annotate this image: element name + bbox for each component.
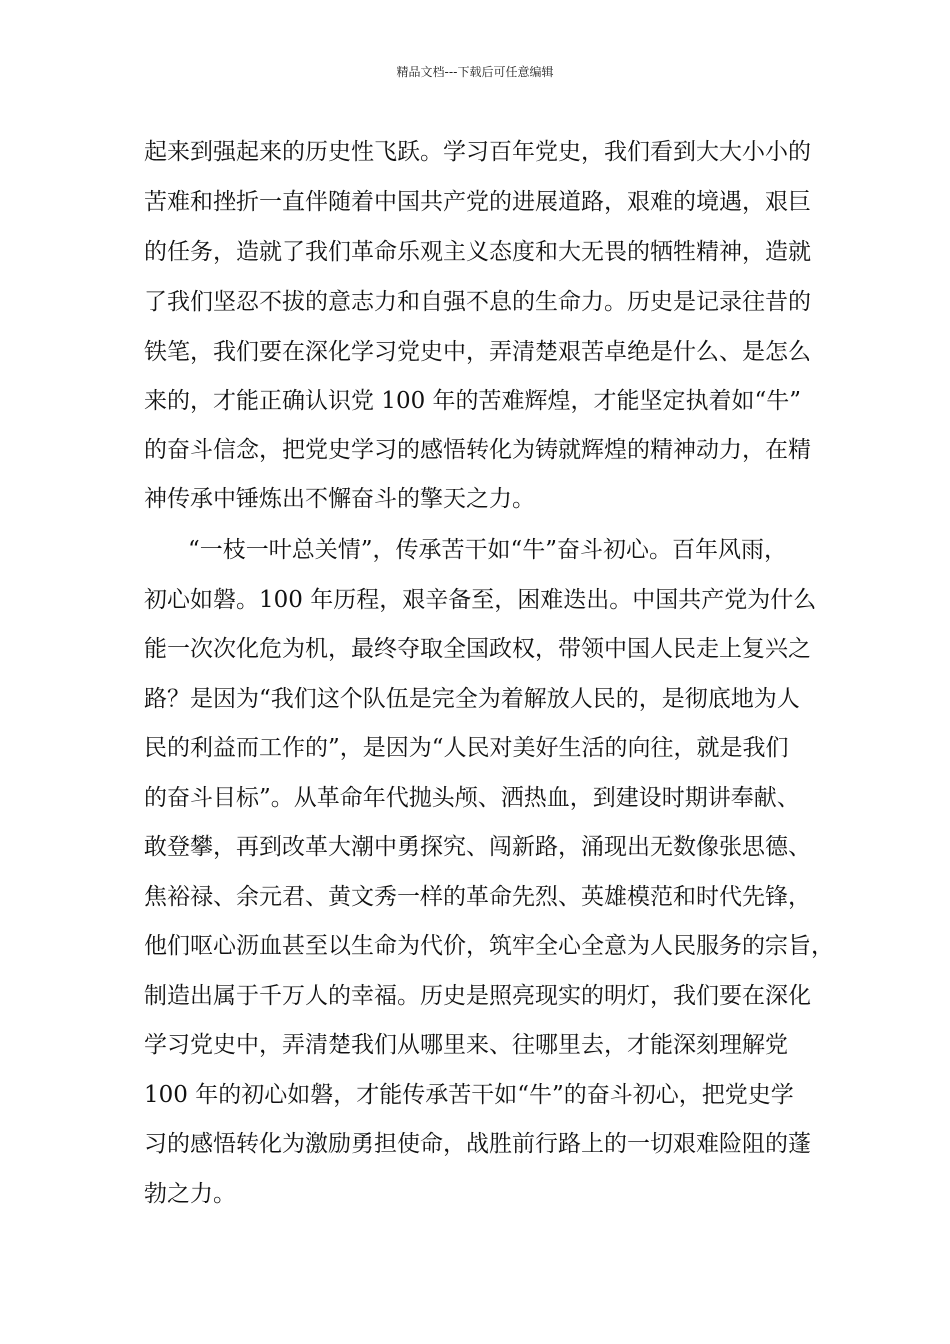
text-line: 了我们坚忍不拔的意志力和自强不息的生命力。历史是记录往昔的 [144,289,811,315]
text-line: 神传承中锤炼出不懈奋斗的擎天之力。 [144,486,535,512]
text-line: 民的利益而工作的”，是因为“人民对美好生活的向往，就是我们 [144,735,789,761]
text-line: 路？是因为“我们这个队伍是完全为着解放人民的，是彻底地为人 [144,686,800,712]
text-line: 苦难和挫折一直伴随着中国共产党的进展道路，艰难的境遇，艰巨 [144,189,811,215]
text-line: 100 年的初心如磐，才能传承苦干如“牛”的奋斗初心，把党史学 [144,1082,794,1108]
text-line: 他们呕心沥血甚至以生命为代价，筑牢全心全意为人民服务的宗旨， [144,933,834,959]
text-line: 的奋斗目标”。从革命年代抛头颅、洒热血，到建设时期讲奉献、 [144,785,800,811]
paragraph-first-line: “一枝一叶总关情”，传承苦干如“牛”奋斗初心。百年风雨， [188,537,788,563]
text-line: 习的感悟转化为激励勇担使命，战胜前行路上的一切艰难险阻的蓬 [144,1131,811,1157]
text-line: 制造出属于千万人的幸福。历史是照亮现实的明灯，我们要在深化 [144,983,811,1009]
text-line: 的任务，造就了我们革命乐观主义态度和大无畏的牺牲精神，造就 [144,239,811,265]
text-line: 起来到强起来的历史性飞跃。学习百年党史，我们看到大大小小的 [144,139,811,165]
text-line: 铁笔，我们要在深化学习党史中，弄清楚艰苦卓绝是什么、是怎么 [144,339,811,365]
text-line: 勃之力。 [144,1181,236,1207]
text-line: 初心如磐。100 年历程，艰辛备至，困难迭出。中国共产党为什么 [144,587,817,613]
text-line: 敢登攀，再到改革大潮中勇探究、闯新路，涌现出无数像张思德、 [144,834,811,860]
page-header: 精品文档---下载后可任意编辑 [396,65,554,79]
text-line: 的奋斗信念，把党史学习的感悟转化为铸就辉煌的精神动力，在精 [144,437,811,463]
text-line: 能一次次化危为机，最终夺取全国政权，带领中国人民走上复兴之 [144,636,811,662]
text-line: 来的，才能正确认识党 100 年的苦难辉煌，才能坚定执着如“牛” [144,388,802,414]
text-line: 学习党史中，弄清楚我们从哪里来、往哪里去，才能深刻理解党 [144,1032,788,1058]
text-line: 焦裕禄、余元君、黄文秀一样的革命先烈、英雄模范和时代先锋， [144,884,811,910]
